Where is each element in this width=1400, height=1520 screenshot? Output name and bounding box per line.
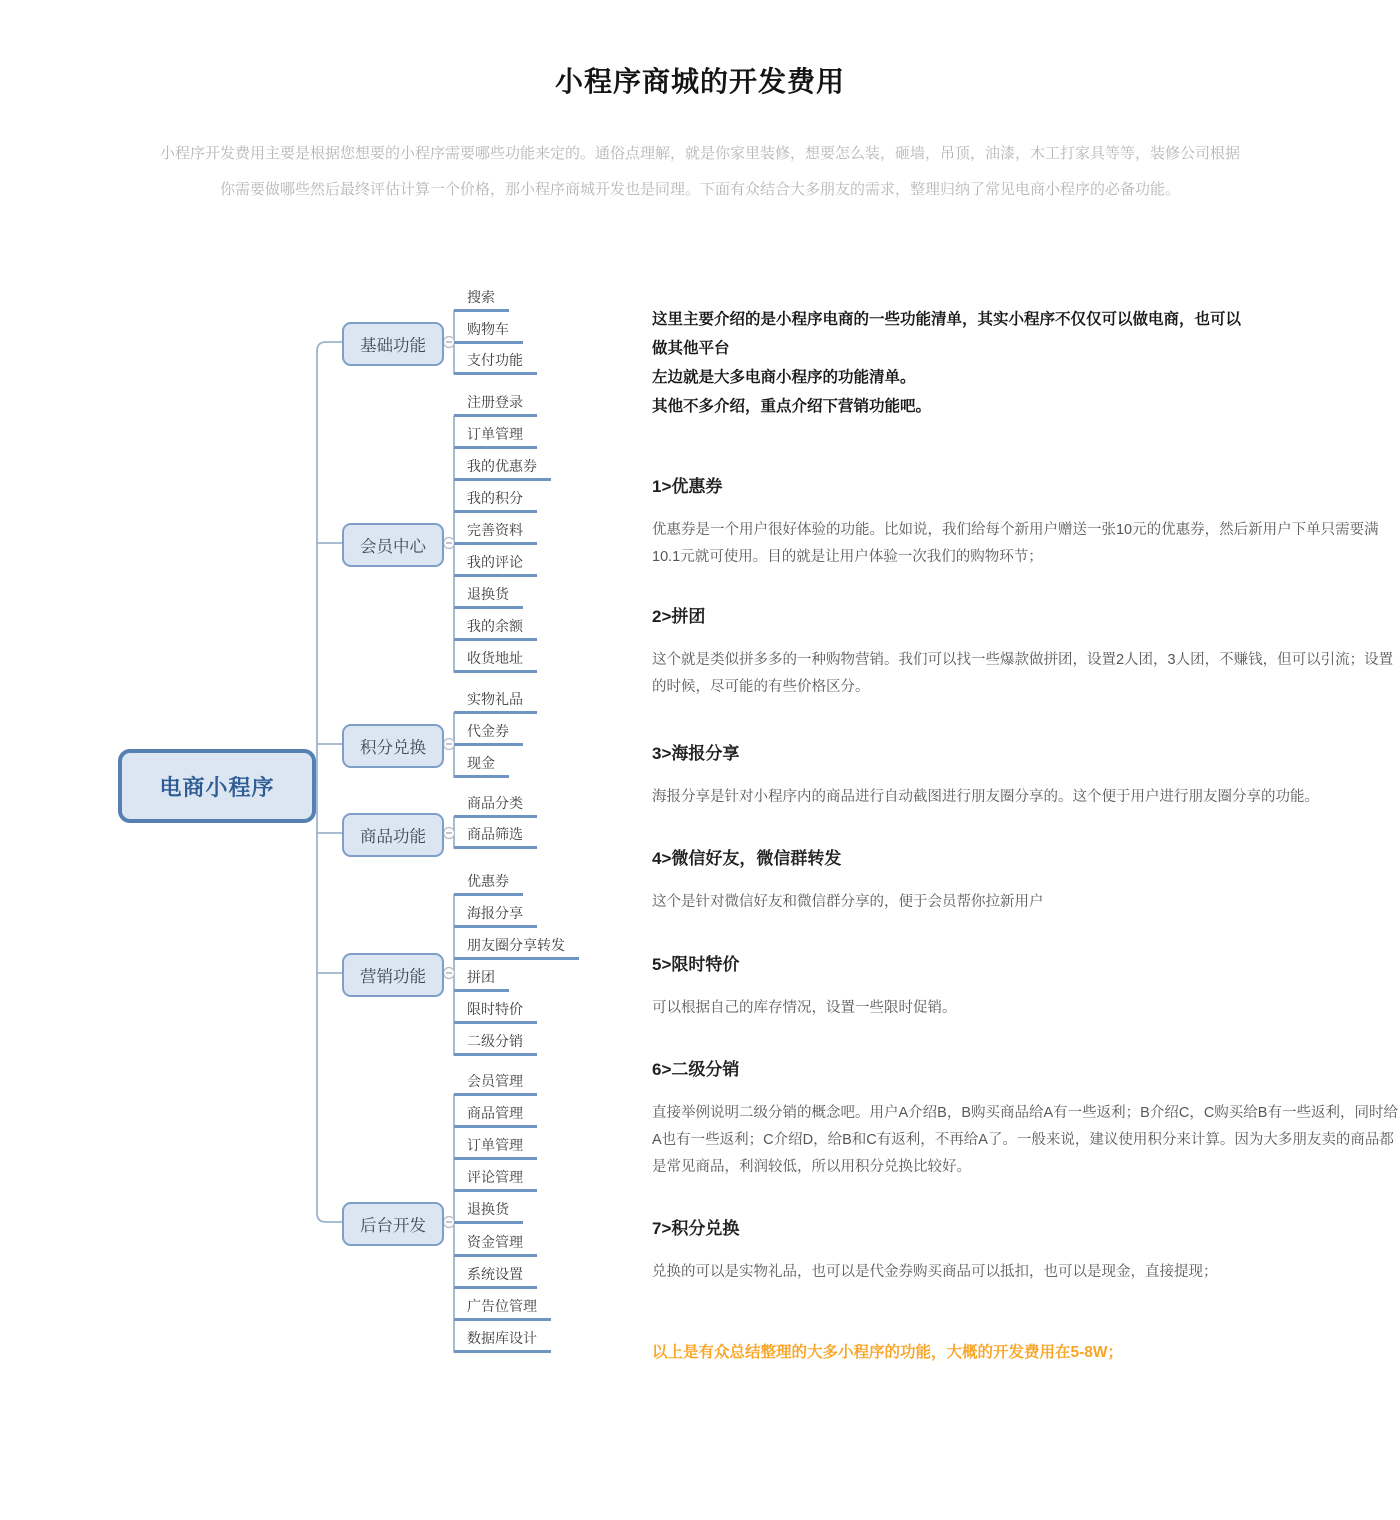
section-heading: 3>海报分享 [652, 744, 740, 763]
mindmap-branch-node[interactable]: 商品功能 [342, 813, 444, 857]
article-section [652, 741, 1400, 811]
section-body: 可以根据自己的库存情况，设置一些限时促销。 [652, 1000, 957, 1016]
mindmap-branch-node[interactable]: 后台开发 [342, 1202, 444, 1246]
mindmap-topic-item[interactable]: 海报分享 [454, 902, 537, 928]
mindmap-topic-item[interactable]: 代金券 [454, 720, 523, 746]
mindmap-topic-item[interactable]: 会员管理 [454, 1070, 537, 1096]
mindmap-topic-item[interactable]: 搜索 [454, 286, 509, 312]
mindmap-branch-node[interactable]: 营销功能 [342, 953, 444, 997]
article-section [652, 604, 1400, 701]
mindmap-topic-item[interactable]: 评论管理 [454, 1166, 537, 1192]
mindmap-topic-item[interactable]: 退换货 [454, 583, 523, 609]
section-heading: 4>微信好友，微信群转发 [652, 849, 842, 868]
section-heading: 1>优惠券 [652, 477, 723, 496]
subtitle-line: 你需要做哪些然后最终评估计算一个价格，那小程序商城开发也是同理。下面有众结合大多朋友的需求，整理归纳了常见电商小程序的必备功能。 [219, 181, 1180, 198]
mindmap-root-node[interactable]: 电商小程序 [118, 749, 316, 823]
page-title: 小程序商城的开发费用 [554, 66, 845, 97]
mindmap-topic-item[interactable]: 数据库设计 [454, 1327, 551, 1353]
footer-note: 以上是有众总结整理的大多小程序的功能，大概的开发费用在5-8W； [652, 1344, 1124, 1361]
mindmap-topic-item[interactable]: 我的评论 [454, 551, 537, 577]
mindmap-topic-item[interactable]: 系统设置 [454, 1263, 537, 1289]
section-body: 这个就是类似拼多多的一种购物营销。我们可以找一些爆款做拼团，设置2人团，3人团，不赚钱，但可以引流；设置的时候，尽可能的有些价格区分。 [652, 652, 1394, 695]
mindmap-topic-item[interactable]: 限时特价 [454, 998, 537, 1024]
mindmap-topic-item[interactable]: 购物车 [454, 318, 523, 344]
collapse-toggle-icon[interactable] [444, 968, 455, 979]
section-body: 这个是针对微信好友和微信群分享的，便于会员帮你拉新用户 [652, 894, 1044, 910]
article-section [652, 952, 1400, 1022]
mindmap-topic-item[interactable]: 朋友圈分享转发 [454, 934, 579, 960]
section-body: 优惠券是一个用户很好体验的功能。比如说，我们给每个新用户赠送一张10元的优惠券，然后新用户下单只需要满10.1元就可使用。目的就是让用户体验一次我们的购物环节； [652, 522, 1379, 565]
collapse-toggle-icon[interactable] [444, 1217, 455, 1228]
article-section [652, 474, 1400, 571]
mindmap-branch-node[interactable]: 基础功能 [342, 322, 444, 366]
article-section [652, 846, 1400, 916]
mindmap-topic-item[interactable]: 订单管理 [454, 1134, 537, 1160]
collapse-toggle-icon[interactable] [444, 538, 455, 549]
mindmap-topic-item[interactable]: 我的优惠券 [454, 455, 551, 481]
mindmap-branch-node[interactable]: 积分兑换 [342, 724, 444, 768]
mindmap-topic-item[interactable]: 二级分销 [454, 1030, 537, 1056]
mindmap-topic-item[interactable]: 退换货 [454, 1198, 523, 1224]
mindmap-topic-item[interactable]: 商品管理 [454, 1102, 537, 1128]
article-column [652, 0, 1400, 1520]
mindmap-topic-item[interactable]: 实物礼品 [454, 688, 537, 714]
collapse-toggle-icon[interactable] [444, 828, 455, 839]
section-body: 海报分享是针对小程序内的商品进行自动截图进行朋友圈分享的。这个便于用户进行朋友圈分享的功能。 [652, 789, 1319, 805]
mindmap-topic-item[interactable]: 订单管理 [454, 423, 537, 449]
article-intro [652, 305, 1241, 421]
mindmap-topic-item[interactable]: 现金 [454, 752, 509, 778]
intro-line: 左边就是大多电商小程序的功能清单。 [652, 369, 916, 386]
mindmap-topic-item[interactable]: 收货地址 [454, 647, 537, 673]
mindmap-topic-item[interactable]: 商品分类 [454, 792, 537, 818]
intro-line: 做其他平台 [652, 340, 730, 357]
mindmap-topic-item[interactable]: 注册登录 [454, 391, 537, 417]
section-body: 兑换的可以是实物礼品，也可以是代金券购买商品可以抵扣，也可以是现金，直接提现； [652, 1264, 1218, 1280]
mindmap-topic-item[interactable]: 我的积分 [454, 487, 537, 513]
intro-line: 其他不多介绍，重点介绍下营销功能吧。 [652, 398, 932, 415]
section-heading: 2>拼团 [652, 607, 706, 626]
section-heading: 7>积分兑换 [652, 1219, 740, 1238]
article-section [652, 1057, 1400, 1181]
section-heading: 5>限时特价 [652, 955, 740, 974]
mindmap-topic-item[interactable]: 广告位管理 [454, 1295, 551, 1321]
mindmap-topic-item[interactable]: 我的余额 [454, 615, 537, 641]
mindmap-topic-item[interactable]: 资金管理 [454, 1231, 537, 1257]
article-section [652, 1216, 1400, 1286]
mindmap-topic-item[interactable]: 完善资料 [454, 519, 537, 545]
mindmap-branch-node[interactable]: 会员中心 [342, 523, 444, 567]
subtitle-line: 小程序开发费用主要是根据您想要的小程序需要哪些功能来定的。通俗点理解，就是你家里装修，想要怎么装，砸墙，吊顶，油漆，木工打家具等等，装修公司根据 [159, 145, 1240, 162]
collapse-toggle-icon[interactable] [444, 337, 455, 348]
mindmap-topic-item[interactable]: 支付功能 [454, 349, 537, 375]
intro-line: 这里主要介绍的是小程序电商的一些功能清单，其实小程序不仅仅可以做电商，也可以 [652, 311, 1242, 328]
section-heading: 6>二级分销 [652, 1060, 740, 1079]
mindmap-topic-item[interactable]: 拼团 [454, 966, 509, 992]
mindmap-topic-item[interactable]: 优惠券 [454, 870, 523, 896]
collapse-toggle-icon[interactable] [444, 739, 455, 750]
section-body: 直接举例说明二级分销的概念吧。用户A介绍B，B购买商品给A有一些返利；B介绍C，C购买给B有一些返利，同时给A也有一些返利；C介绍D，给B和C有返利，不再给A了。一般来说，建议使用积分来计算。因为大多朋友卖的商品都是常见商品，利润较低，所以用积分兑换比较好。 [652, 1105, 1398, 1175]
mindmap-topic-item[interactable]: 商品筛选 [454, 823, 537, 849]
